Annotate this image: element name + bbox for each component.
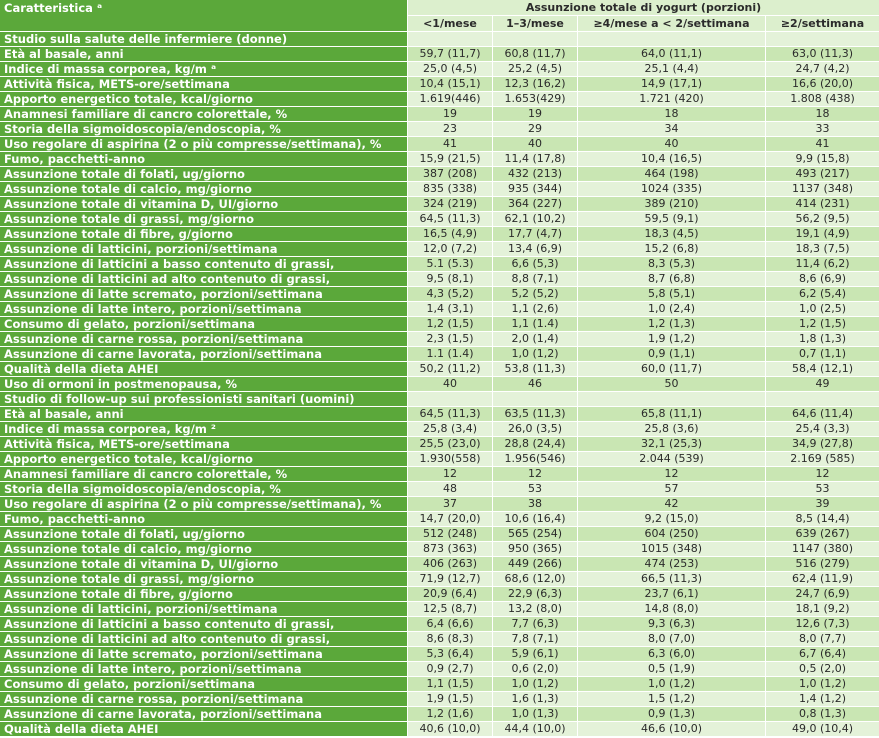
value-cell-2-plus-per-week: 64,6 (11,4) <box>766 407 879 421</box>
row-label: Assunzione totale di calcio, mg/giorno <box>0 182 407 196</box>
value-cell-1-3-per-month: 13,4 (6,9) <box>493 242 577 256</box>
row-label: Assunzione di latticini, porzioni/settimana <box>0 602 407 616</box>
value-cell-4-per-month-to-2-per-week: 46,6 (10,0) <box>578 722 765 736</box>
value-cell-4-per-month-to-2-per-week: 0,9 (1,3) <box>578 707 765 721</box>
value-cell-4-per-month-to-2-per-week: 14,9 (17,1) <box>578 77 765 91</box>
value-cell-2-plus-per-week: 49 <box>766 377 879 391</box>
row-label: Assunzione totale di vitamina D, UI/giorno <box>0 557 407 571</box>
value-cell-4-per-month-to-2-per-week: 10,4 (16,5) <box>578 152 765 166</box>
value-cell-lt1-per-month: 835 (338) <box>408 182 492 196</box>
value-cell-lt1-per-month: 1,2 (1,6) <box>408 707 492 721</box>
value-cell-1-3-per-month: 44,4 (10,0) <box>493 722 577 736</box>
value-cell-4-per-month-to-2-per-week: 8,7 (6,8) <box>578 272 765 286</box>
value-cell-2-plus-per-week: 1147 (380) <box>766 542 879 556</box>
value-cell-2-plus-per-week: 12 <box>766 467 879 481</box>
value-cell-4-per-month-to-2-per-week: 1,0 (2,4) <box>578 302 765 316</box>
value-cell-lt1-per-month: 0,9 (2,7) <box>408 662 492 676</box>
value-cell-2-plus-per-week: 33 <box>766 122 879 136</box>
row-label: Assunzione totale di calcio, mg/giorno <box>0 542 407 556</box>
value-cell-lt1-per-month: 20,9 (6,4) <box>408 587 492 601</box>
value-cell-2-plus-per-week: 639 (267) <box>766 527 879 541</box>
section-title: Studio sulla salute delle infermiere (donne) <box>0 32 407 46</box>
row-label: Anamnesi familiare di cancro colorettale, % <box>0 107 407 121</box>
value-cell-2-plus-per-week: 8,5 (14,4) <box>766 512 879 526</box>
value-cell-lt1-per-month: 12,5 (8,7) <box>408 602 492 616</box>
row-label: Apporto energetico totale, kcal/giorno <box>0 452 407 466</box>
section-title: Studio di follow-up sui professionisti sanitari (uomini) <box>0 392 407 406</box>
row-label: Assunzione di carne rossa, porzioni/settimana <box>0 332 407 346</box>
value-cell-2-plus-per-week: 1,0 (2,5) <box>766 302 879 316</box>
value-cell-2-plus-per-week: 8,0 (7,7) <box>766 632 879 646</box>
value-cell-1-3-per-month: 19 <box>493 107 577 121</box>
value-cell-1-3-per-month: 6,6 (5,3) <box>493 257 577 271</box>
value-cell-lt1-per-month: 1.619(446) <box>408 92 492 106</box>
value-cell-4-per-month-to-2-per-week: 2.044 (539) <box>578 452 765 466</box>
value-cell-1-3-per-month: 40 <box>493 137 577 151</box>
value-cell-1-3-per-month: 364 (227) <box>493 197 577 211</box>
value-cell-4-per-month-to-2-per-week: 604 (250) <box>578 527 765 541</box>
row-label: Assunzione di latticini a basso contenuto di grassi, <box>0 257 407 271</box>
header-yogurt-intake-group: Assunzione totale di yogurt (porzioni) <box>408 0 879 15</box>
row-label: Assunzione di latte scremato, porzioni/settimana <box>0 287 407 301</box>
value-cell-lt1-per-month: 406 (263) <box>408 557 492 571</box>
empty-cell <box>578 392 765 406</box>
value-cell-2-plus-per-week: 0,8 (1,3) <box>766 707 879 721</box>
value-cell-4-per-month-to-2-per-week: 1015 (348) <box>578 542 765 556</box>
row-label: Assunzione di latticini a basso contenuto di grassi, <box>0 617 407 631</box>
row-label: Indice di massa corporea, kg/m ² <box>0 422 407 436</box>
value-cell-4-per-month-to-2-per-week: 40 <box>578 137 765 151</box>
header-col-lt1-per-month: <1/mese <box>408 16 492 31</box>
value-cell-2-plus-per-week: 1,2 (1,5) <box>766 317 879 331</box>
value-cell-4-per-month-to-2-per-week: 0,5 (1,9) <box>578 662 765 676</box>
value-cell-1-3-per-month: 565 (254) <box>493 527 577 541</box>
row-label: Fumo, pacchetti-anno <box>0 512 407 526</box>
value-cell-4-per-month-to-2-per-week: 8,3 (5,3) <box>578 257 765 271</box>
value-cell-2-plus-per-week: 34,9 (27,8) <box>766 437 879 451</box>
value-cell-lt1-per-month: 37 <box>408 497 492 511</box>
value-cell-lt1-per-month: 71,9 (12,7) <box>408 572 492 586</box>
value-cell-1-3-per-month: 12 <box>493 467 577 481</box>
value-cell-1-3-per-month: 8,8 (7,1) <box>493 272 577 286</box>
value-cell-4-per-month-to-2-per-week: 9,3 (6,3) <box>578 617 765 631</box>
value-cell-lt1-per-month: 19 <box>408 107 492 121</box>
row-label: Uso regolare di aspirina (2 o più compresse/settimana), % <box>0 497 407 511</box>
value-cell-1-3-per-month: 26,0 (3,5) <box>493 422 577 436</box>
value-cell-lt1-per-month: 25,0 (4,5) <box>408 62 492 76</box>
value-cell-2-plus-per-week: 62,4 (11,9) <box>766 572 879 586</box>
row-label: Assunzione totale di folati, ug/giorno <box>0 527 407 541</box>
value-cell-4-per-month-to-2-per-week: 1.721 (420) <box>578 92 765 106</box>
value-cell-2-plus-per-week: 63,0 (11,3) <box>766 47 879 61</box>
row-label: Assunzione di latticini ad alto contenuto di grassi, <box>0 272 407 286</box>
row-label: Assunzione di latte intero, porzioni/settimana <box>0 302 407 316</box>
value-cell-2-plus-per-week: 25,4 (3,3) <box>766 422 879 436</box>
value-cell-1-3-per-month: 25,2 (4,5) <box>493 62 577 76</box>
value-cell-2-plus-per-week: 11,4 (6,2) <box>766 257 879 271</box>
row-label: Anamnesi familiare di cancro colorettale, % <box>0 467 407 481</box>
value-cell-1-3-per-month: 5,2 (5,2) <box>493 287 577 301</box>
value-cell-2-plus-per-week: 516 (279) <box>766 557 879 571</box>
value-cell-2-plus-per-week: 0,5 (2,0) <box>766 662 879 676</box>
value-cell-4-per-month-to-2-per-week: 25,8 (3,6) <box>578 422 765 436</box>
value-cell-lt1-per-month: 2,3 (1,5) <box>408 332 492 346</box>
value-cell-4-per-month-to-2-per-week: 474 (253) <box>578 557 765 571</box>
value-cell-1-3-per-month: 17,7 (4,7) <box>493 227 577 241</box>
value-cell-1-3-per-month: 7,7 (6,3) <box>493 617 577 631</box>
value-cell-1-3-per-month: 38 <box>493 497 577 511</box>
value-cell-lt1-per-month: 1,2 (1,5) <box>408 317 492 331</box>
row-label: Uso di ormoni in postmenopausa, % <box>0 377 407 391</box>
value-cell-2-plus-per-week: 49,0 (10,4) <box>766 722 879 736</box>
value-cell-lt1-per-month: 59,7 (11,7) <box>408 47 492 61</box>
row-label: Assunzione totale di grassi, mg/giorno <box>0 212 407 226</box>
value-cell-4-per-month-to-2-per-week: 1,2 (1,3) <box>578 317 765 331</box>
empty-cell <box>408 392 492 406</box>
value-cell-1-3-per-month: 1,0 (1,2) <box>493 347 577 361</box>
empty-cell <box>766 392 879 406</box>
value-cell-2-plus-per-week: 8,6 (6,9) <box>766 272 879 286</box>
value-cell-2-plus-per-week: 18 <box>766 107 879 121</box>
value-cell-lt1-per-month: 1.1 (1.4) <box>408 347 492 361</box>
value-cell-1-3-per-month: 1.653(429) <box>493 92 577 106</box>
value-cell-lt1-per-month: 40 <box>408 377 492 391</box>
empty-cell <box>578 32 765 46</box>
row-label: Storia della sigmoidoscopia/endoscopia, % <box>0 122 407 136</box>
row-label: Assunzione di carne lavorata, porzioni/settimana <box>0 707 407 721</box>
value-cell-2-plus-per-week: 56,2 (9,5) <box>766 212 879 226</box>
value-cell-lt1-per-month: 5.1 (5.3) <box>408 257 492 271</box>
value-cell-2-plus-per-week: 1,4 (1,2) <box>766 692 879 706</box>
value-cell-1-3-per-month: 1,0 (1,3) <box>493 707 577 721</box>
value-cell-4-per-month-to-2-per-week: 9,2 (15,0) <box>578 512 765 526</box>
value-cell-lt1-per-month: 1,4 (3,1) <box>408 302 492 316</box>
value-cell-2-plus-per-week: 6,2 (5,4) <box>766 287 879 301</box>
value-cell-1-3-per-month: 22,9 (6,3) <box>493 587 577 601</box>
value-cell-2-plus-per-week: 18,3 (7,5) <box>766 242 879 256</box>
value-cell-lt1-per-month: 8,6 (8,3) <box>408 632 492 646</box>
value-cell-2-plus-per-week: 1,8 (1,3) <box>766 332 879 346</box>
value-cell-4-per-month-to-2-per-week: 6,3 (6,0) <box>578 647 765 661</box>
value-cell-1-3-per-month: 1.956(546) <box>493 452 577 466</box>
value-cell-4-per-month-to-2-per-week: 14,8 (8,0) <box>578 602 765 616</box>
value-cell-4-per-month-to-2-per-week: 18,3 (4,5) <box>578 227 765 241</box>
value-cell-4-per-month-to-2-per-week: 1,9 (1,2) <box>578 332 765 346</box>
value-cell-1-3-per-month: 935 (344) <box>493 182 577 196</box>
value-cell-1-3-per-month: 1,1 (1.4) <box>493 317 577 331</box>
row-label: Apporto energetico totale, kcal/giorno <box>0 92 407 106</box>
empty-cell <box>408 32 492 46</box>
value-cell-lt1-per-month: 50,2 (11,2) <box>408 362 492 376</box>
value-cell-1-3-per-month: 68,6 (12,0) <box>493 572 577 586</box>
value-cell-2-plus-per-week: 493 (217) <box>766 167 879 181</box>
value-cell-4-per-month-to-2-per-week: 1024 (335) <box>578 182 765 196</box>
value-cell-4-per-month-to-2-per-week: 66,5 (11,3) <box>578 572 765 586</box>
value-cell-1-3-per-month: 12,3 (16,2) <box>493 77 577 91</box>
row-label: Storia della sigmoidoscopia/endoscopia, % <box>0 482 407 496</box>
value-cell-4-per-month-to-2-per-week: 15,2 (6,8) <box>578 242 765 256</box>
value-cell-lt1-per-month: 23 <box>408 122 492 136</box>
value-cell-1-3-per-month: 1,6 (1,3) <box>493 692 577 706</box>
value-cell-2-plus-per-week: 24,7 (4,2) <box>766 62 879 76</box>
row-label: Assunzione di latticini ad alto contenuto di grassi, <box>0 632 407 646</box>
row-label: Assunzione totale di grassi, mg/giorno <box>0 572 407 586</box>
row-label: Assunzione di latte intero, porzioni/settimana <box>0 662 407 676</box>
empty-cell <box>493 32 577 46</box>
value-cell-2-plus-per-week: 58,4 (12,1) <box>766 362 879 376</box>
value-cell-2-plus-per-week: 1137 (348) <box>766 182 879 196</box>
value-cell-1-3-per-month: 29 <box>493 122 577 136</box>
value-cell-2-plus-per-week: 414 (231) <box>766 197 879 211</box>
value-cell-1-3-per-month: 53,8 (11,3) <box>493 362 577 376</box>
row-label: Assunzione totale di folati, ug/giorno <box>0 167 407 181</box>
value-cell-lt1-per-month: 15,9 (21,5) <box>408 152 492 166</box>
value-cell-2-plus-per-week: 16,6 (20,0) <box>766 77 879 91</box>
row-label: Assunzione totale di fibre, g/giorno <box>0 587 407 601</box>
header-col-2-plus-per-week: ≥2/settimana <box>766 16 879 31</box>
value-cell-lt1-per-month: 25,8 (3,4) <box>408 422 492 436</box>
value-cell-2-plus-per-week: 18,1 (9,2) <box>766 602 879 616</box>
value-cell-4-per-month-to-2-per-week: 12 <box>578 467 765 481</box>
empty-cell <box>493 392 577 406</box>
row-label: Indice di massa corporea, kg/m ᵃ <box>0 62 407 76</box>
value-cell-4-per-month-to-2-per-week: 18 <box>578 107 765 121</box>
value-cell-4-per-month-to-2-per-week: 389 (210) <box>578 197 765 211</box>
value-cell-1-3-per-month: 5,9 (6,1) <box>493 647 577 661</box>
value-cell-lt1-per-month: 1,9 (1,5) <box>408 692 492 706</box>
value-cell-lt1-per-month: 10,4 (15,1) <box>408 77 492 91</box>
value-cell-4-per-month-to-2-per-week: 42 <box>578 497 765 511</box>
value-cell-lt1-per-month: 873 (363) <box>408 542 492 556</box>
value-cell-4-per-month-to-2-per-week: 25,1 (4,4) <box>578 62 765 76</box>
value-cell-1-3-per-month: 449 (266) <box>493 557 577 571</box>
value-cell-lt1-per-month: 48 <box>408 482 492 496</box>
value-cell-1-3-per-month: 53 <box>493 482 577 496</box>
value-cell-1-3-per-month: 28,8 (24,4) <box>493 437 577 451</box>
row-label: Qualità della dieta AHEI <box>0 362 407 376</box>
row-label: Uso regolare di aspirina (2 o più compresse/settimana), % <box>0 137 407 151</box>
value-cell-2-plus-per-week: 1,0 (1,2) <box>766 677 879 691</box>
value-cell-4-per-month-to-2-per-week: 65,8 (11,1) <box>578 407 765 421</box>
value-cell-2-plus-per-week: 6,7 (6,4) <box>766 647 879 661</box>
value-cell-4-per-month-to-2-per-week: 60,0 (11,7) <box>578 362 765 376</box>
value-cell-1-3-per-month: 0,6 (2,0) <box>493 662 577 676</box>
value-cell-4-per-month-to-2-per-week: 464 (198) <box>578 167 765 181</box>
value-cell-4-per-month-to-2-per-week: 57 <box>578 482 765 496</box>
value-cell-4-per-month-to-2-per-week: 8,0 (7,0) <box>578 632 765 646</box>
row-label: Assunzione di latte scremato, porzioni/settimana <box>0 647 407 661</box>
empty-cell <box>766 32 879 46</box>
row-label: Consumo di gelato, porzioni/settimana <box>0 677 407 691</box>
value-cell-lt1-per-month: 9,5 (8,1) <box>408 272 492 286</box>
value-cell-lt1-per-month: 1.930(558) <box>408 452 492 466</box>
value-cell-2-plus-per-week: 24,7 (6,9) <box>766 587 879 601</box>
value-cell-lt1-per-month: 6,4 (6,6) <box>408 617 492 631</box>
header-col-1-3-per-month: 1–3/mese <box>493 16 577 31</box>
row-label: Assunzione totale di fibre, g/giorno <box>0 227 407 241</box>
value-cell-4-per-month-to-2-per-week: 23,7 (6,1) <box>578 587 765 601</box>
value-cell-lt1-per-month: 41 <box>408 137 492 151</box>
value-cell-2-plus-per-week: 19,1 (4,9) <box>766 227 879 241</box>
header-characteristic: Caratteristica ᵃ <box>0 0 407 31</box>
value-cell-4-per-month-to-2-per-week: 50 <box>578 377 765 391</box>
value-cell-1-3-per-month: 10,6 (16,4) <box>493 512 577 526</box>
value-cell-lt1-per-month: 4,3 (5,2) <box>408 287 492 301</box>
value-cell-1-3-per-month: 60,8 (11,7) <box>493 47 577 61</box>
value-cell-2-plus-per-week: 1.808 (438) <box>766 92 879 106</box>
value-cell-2-plus-per-week: 12,6 (7,3) <box>766 617 879 631</box>
value-cell-lt1-per-month: 64,5 (11,3) <box>408 212 492 226</box>
value-cell-1-3-per-month: 432 (213) <box>493 167 577 181</box>
value-cell-lt1-per-month: 1,1 (1,5) <box>408 677 492 691</box>
row-label: Qualità della dieta AHEI <box>0 722 407 736</box>
value-cell-4-per-month-to-2-per-week: 1,5 (1,2) <box>578 692 765 706</box>
value-cell-lt1-per-month: 512 (248) <box>408 527 492 541</box>
value-cell-1-3-per-month: 1,0 (1,2) <box>493 677 577 691</box>
value-cell-4-per-month-to-2-per-week: 64,0 (11,1) <box>578 47 765 61</box>
row-label: Assunzione di carne lavorata, porzioni/settimana <box>0 347 407 361</box>
value-cell-lt1-per-month: 12 <box>408 467 492 481</box>
value-cell-1-3-per-month: 46 <box>493 377 577 391</box>
value-cell-lt1-per-month: 40,6 (10,0) <box>408 722 492 736</box>
value-cell-4-per-month-to-2-per-week: 0,9 (1,1) <box>578 347 765 361</box>
value-cell-2-plus-per-week: 53 <box>766 482 879 496</box>
value-cell-lt1-per-month: 324 (219) <box>408 197 492 211</box>
value-cell-2-plus-per-week: 41 <box>766 137 879 151</box>
row-label: Fumo, pacchetti-anno <box>0 152 407 166</box>
value-cell-lt1-per-month: 14,7 (20,0) <box>408 512 492 526</box>
value-cell-1-3-per-month: 2,0 (1,4) <box>493 332 577 346</box>
row-label: Attività fisica, METS-ore/settimana <box>0 77 407 91</box>
value-cell-1-3-per-month: 13,2 (8,0) <box>493 602 577 616</box>
value-cell-4-per-month-to-2-per-week: 1,0 (1,2) <box>578 677 765 691</box>
row-label: Età al basale, anni <box>0 47 407 61</box>
value-cell-4-per-month-to-2-per-week: 5,8 (5,1) <box>578 287 765 301</box>
row-label: Assunzione di carne rossa, porzioni/settimana <box>0 692 407 706</box>
value-cell-1-3-per-month: 63,5 (11,3) <box>493 407 577 421</box>
value-cell-lt1-per-month: 12,0 (7,2) <box>408 242 492 256</box>
value-cell-4-per-month-to-2-per-week: 32,1 (25,3) <box>578 437 765 451</box>
value-cell-4-per-month-to-2-per-week: 34 <box>578 122 765 136</box>
value-cell-1-3-per-month: 7,8 (7,1) <box>493 632 577 646</box>
value-cell-2-plus-per-week: 0,7 (1,1) <box>766 347 879 361</box>
row-label: Consumo di gelato, porzioni/settimana <box>0 317 407 331</box>
header-col-4-per-month-to-2-per-week: ≥4/mese a < 2/settimana <box>578 16 765 31</box>
value-cell-1-3-per-month: 1,1 (2,6) <box>493 302 577 316</box>
value-cell-lt1-per-month: 16,5 (4,9) <box>408 227 492 241</box>
value-cell-1-3-per-month: 950 (365) <box>493 542 577 556</box>
row-label: Assunzione totale di vitamina D, UI/giorno <box>0 197 407 211</box>
value-cell-lt1-per-month: 64,5 (11,3) <box>408 407 492 421</box>
value-cell-4-per-month-to-2-per-week: 59,5 (9,1) <box>578 212 765 226</box>
row-label: Età al basale, anni <box>0 407 407 421</box>
row-label: Attività fisica, METS-ore/settimana <box>0 437 407 451</box>
value-cell-lt1-per-month: 387 (208) <box>408 167 492 181</box>
value-cell-lt1-per-month: 25,5 (23,0) <box>408 437 492 451</box>
value-cell-1-3-per-month: 11,4 (17,8) <box>493 152 577 166</box>
value-cell-2-plus-per-week: 39 <box>766 497 879 511</box>
value-cell-2-plus-per-week: 9,9 (15,8) <box>766 152 879 166</box>
value-cell-lt1-per-month: 5,3 (6,4) <box>408 647 492 661</box>
value-cell-2-plus-per-week: 2.169 (585) <box>766 452 879 466</box>
row-label: Assunzione di latticini, porzioni/settimana <box>0 242 407 256</box>
value-cell-1-3-per-month: 62,1 (10,2) <box>493 212 577 226</box>
